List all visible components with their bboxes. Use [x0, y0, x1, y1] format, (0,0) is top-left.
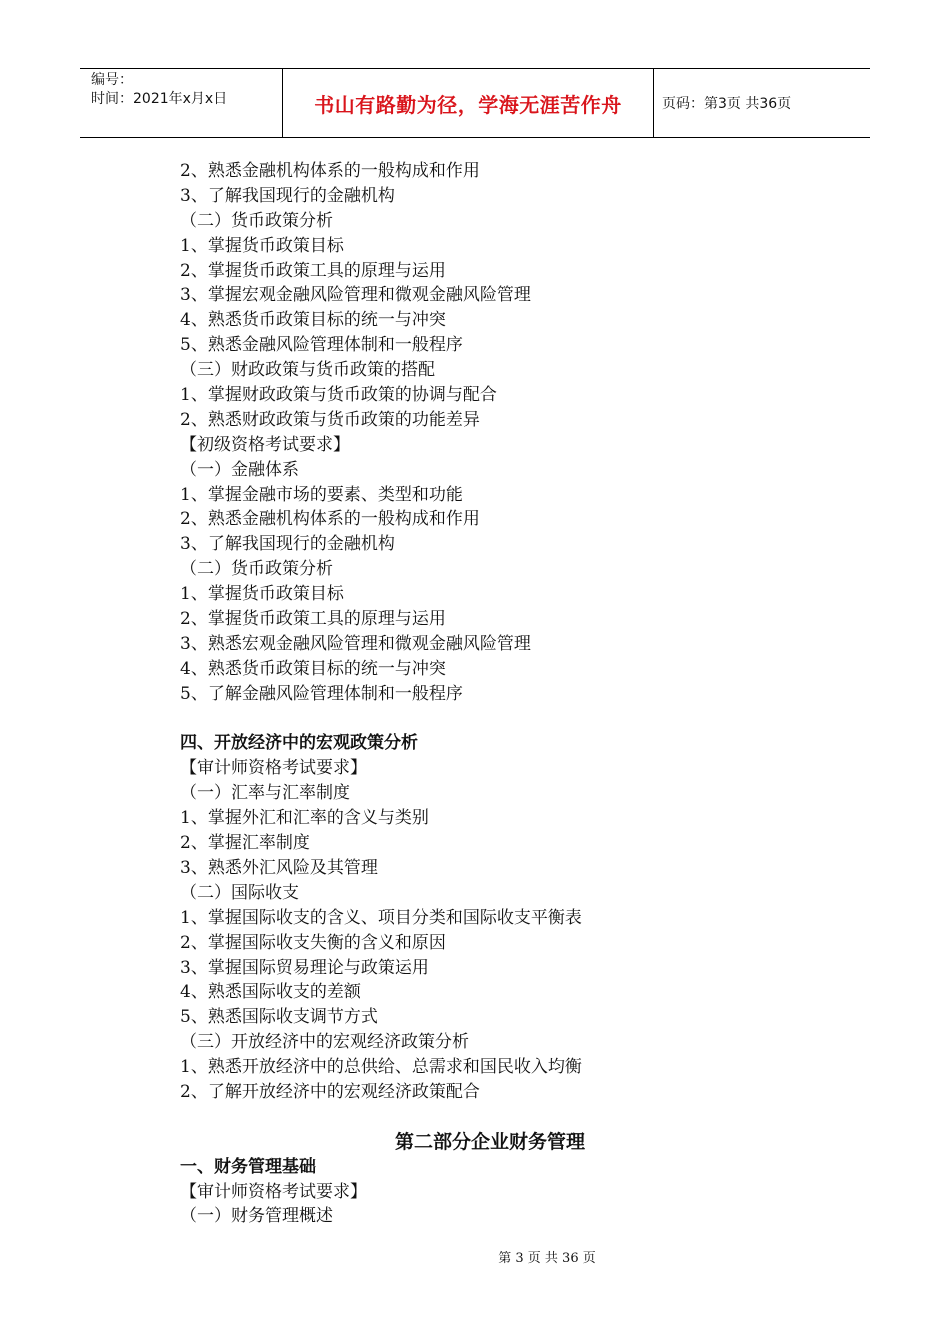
header-motto-cell: [283, 69, 654, 137]
body-line: 4、熟悉货币政策目标的统一与冲突: [180, 310, 446, 331]
body-line: 5、了解金融风险管理体制和一般程序: [180, 683, 463, 704]
footer-page-number: 第 3 页 共 36 页: [498, 1251, 596, 1266]
body-line: 【审计师资格考试要求】: [180, 1181, 367, 1202]
body-line: 3、熟悉宏观金融风险管理和微观金融风险管理: [180, 633, 531, 654]
body-line: （二）货币政策分析: [180, 559, 333, 580]
section-heading: 一、财务管理基础: [180, 1156, 316, 1177]
section-heading: 四、开放经济中的宏观政策分析: [180, 733, 418, 754]
body-line: （一）汇率与汇率制度: [180, 783, 350, 804]
body-line: 【初级资格考试要求】: [180, 434, 350, 455]
body-line: 5、熟悉金融风险管理体制和一般程序: [180, 335, 463, 356]
body-line: 2、掌握汇率制度: [180, 833, 310, 854]
body-line: 1、掌握货币政策目标: [180, 235, 344, 256]
header-motto: 书山有路勤为径，学海无涯苦作舟: [314, 92, 622, 117]
body-line: 3、了解我国现行的金融机构: [180, 185, 395, 206]
blank-line: [180, 707, 740, 732]
body-line: （三）财政政策与货币政策的搭配: [180, 360, 435, 381]
body-line: 1、掌握外汇和汇率的含义与类别: [180, 808, 429, 829]
body-line: 1、掌握财政政策与货币政策的协调与配合: [180, 385, 497, 406]
body-line: 2、掌握货币政策工具的原理与运用: [180, 260, 446, 281]
body-line: （三）开放经济中的宏观经济政策分析: [180, 1032, 469, 1053]
body-line: 2、熟悉金融机构体系的一般构成和作用: [180, 509, 480, 530]
header-page-cell: [654, 69, 870, 137]
document-body: [180, 159, 740, 1229]
document-number-label: 编号：: [91, 72, 133, 88]
body-line: 【审计师资格考试要求】: [180, 758, 367, 779]
body-line: （一）财务管理概述: [180, 1206, 333, 1227]
page-footer: [0, 1247, 950, 1266]
body-line: 2、熟悉财政政策与货币政策的功能差异: [180, 409, 480, 430]
body-line: 2、熟悉金融机构体系的一般构成和作用: [180, 161, 480, 181]
body-line: （二）国际收支: [180, 882, 299, 903]
body-line: 2、掌握货币政策工具的原理与运用: [180, 609, 446, 630]
body-line: （一）金融体系: [180, 459, 299, 480]
body-line: 4、熟悉货币政策目标的统一与冲突: [180, 658, 446, 679]
document-date-label: 时间：2021年x月x日: [91, 91, 228, 107]
body-line: 3、熟悉外汇风险及其管理: [180, 857, 378, 878]
header-page-number: 页码：第3页 共36页: [662, 96, 792, 112]
page-header: [80, 68, 870, 138]
blank-line: [180, 1105, 740, 1130]
body-line: 2、掌握国际收支失衡的含义和原因: [180, 932, 446, 953]
body-line: （二）货币政策分析: [180, 210, 333, 231]
body-line: 1、熟悉开放经济中的总供给、总需求和国民收入均衡: [180, 1057, 582, 1078]
body-line: 2、了解开放经济中的宏观经济政策配合: [180, 1081, 480, 1102]
part-heading: 第二部分企业财务管理: [394, 1130, 585, 1153]
header-meta-cell: [80, 69, 283, 137]
body-line: 1、掌握金融市场的要素、类型和功能: [180, 484, 463, 505]
body-line: 5、熟悉国际收支调节方式: [180, 1007, 378, 1028]
body-line: 1、掌握国际收支的含义、项目分类和国际收支平衡表: [180, 907, 582, 928]
body-line: 3、掌握宏观金融风险管理和微观金融风险管理: [180, 285, 531, 306]
body-line: 3、了解我国现行的金融机构: [180, 534, 395, 555]
body-line: 4、熟悉国际收支的差额: [180, 982, 361, 1003]
body-line: 3、掌握国际贸易理论与政策运用: [180, 957, 429, 978]
body-line: 1、掌握货币政策目标: [180, 584, 344, 605]
